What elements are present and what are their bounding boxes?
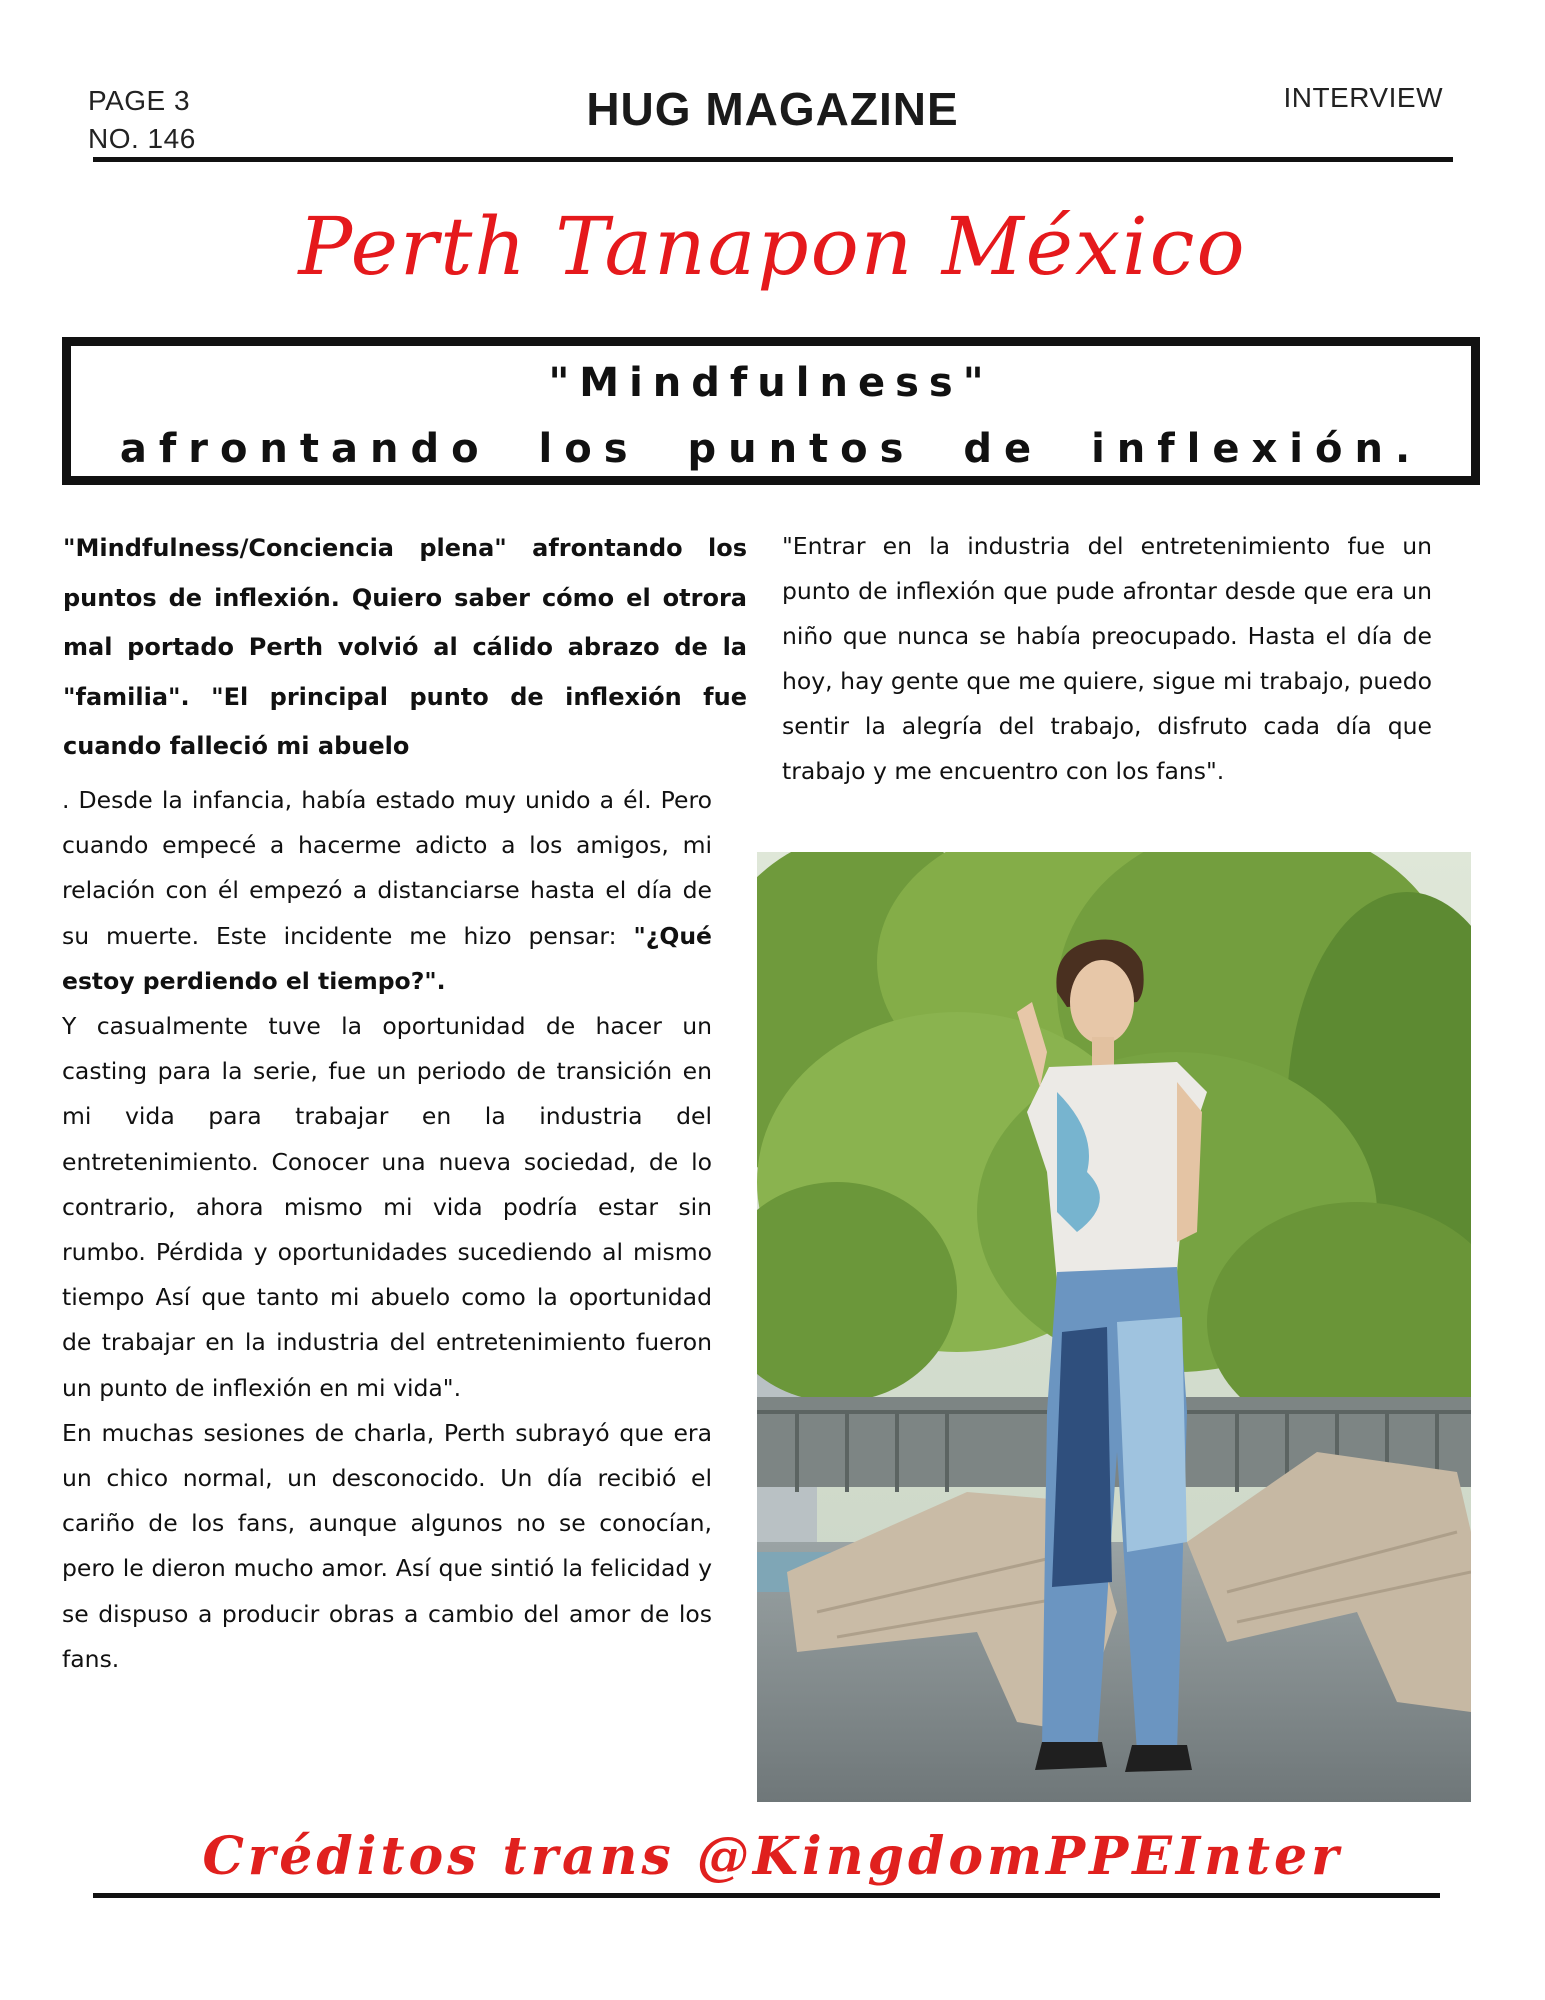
pull-quote-line-2: afrontando los puntos de inflexión. <box>119 426 1423 472</box>
translation-credits: Créditos trans @KingdomPPEInter <box>202 1826 1343 1887</box>
left-paragraph-2: Y casualmente tuve la oportunidad de hacer un casting para la serie, fue un periodo de transición en mi vida para trabajar en la industria del entretenimiento. Conocer una nueva sociedad, de lo contrario, ahora mismo mi vida podría estar sin rumbo. Pérdida y oportunidades sucediendo al mismo tiempo Así que tanto mi abuelo como la oportunidad de trabajar en la industria del entretenimiento fueron un punto de inflexión en mi vida". <box>62 1012 712 1402</box>
left-paragraph-1-text: . Desde la infancia, había estado muy unido a él. Pero cuando empecé a hacerme adicto a los amigos, mi relación con él empezó a distanciarse hasta el día de su muerte. Este incidente me hizo pensar: <box>62 786 712 950</box>
page-number: PAGE 3 <box>88 85 191 116</box>
portrait-illustration <box>757 852 1471 1802</box>
left-paragraph-3: En muchas sesiones de charla, Perth subrayó que era un chico normal, un desconocido. Un día recibió el cariño de los fans, aunque algunos no se conocían, pero le dieron mucho amor. Así que sintió la felicidad y se dispuso a producir obras a cambio del amor de los fans. <box>62 1418 712 1673</box>
left-column <box>62 778 712 1682</box>
article-title: Perth Tanapon México <box>298 200 1247 293</box>
magazine-title: HUG MAGAZINE <box>586 83 959 135</box>
lead-paragraph: "Mindfulness/Conciencia plena" afrontando los puntos de inflexión. Quiero saber cómo el otrora mal portado Perth volvió al cálido abrazo de la "familia". "El principal punto de inflexión fue cuando falleció mi abuelo <box>63 534 747 760</box>
left-paragraph-1-bold: "¿Qué estoy perdiendo el tiempo?". <box>62 921 712 995</box>
issue-number: NO. 146 <box>88 123 196 154</box>
section-label: INTERVIEW <box>1283 82 1443 113</box>
portrait-photo <box>757 852 1471 1802</box>
left-paragraph-1 <box>62 778 712 1004</box>
pull-quote-box <box>62 337 1480 485</box>
footer-rule <box>93 1893 1440 1898</box>
right-paragraph-1: "Entrar en la industria del entretenimiento fue un punto de inflexión que pude afrontar desde que era un niño que nunca se había preocupado. Hasta el día de hoy, hay gente que me quiere, sigue mi trabajo, puedo sentir la alegría del trabajo, disfruto cada día que trabajo y me encuentro con los fans". <box>782 532 1432 785</box>
header-rule <box>93 157 1453 162</box>
pull-quote-line-1: "Mindfulness" <box>548 360 994 406</box>
right-column <box>782 524 1432 794</box>
